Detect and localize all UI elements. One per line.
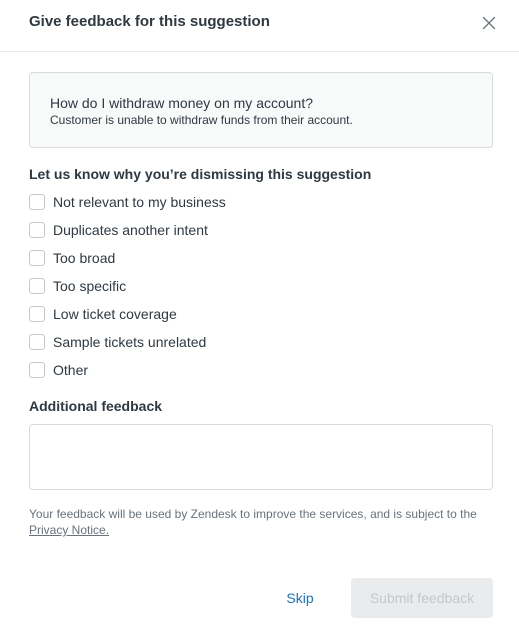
reason-option-duplicates-intent[interactable] [29, 221, 208, 239]
checkbox[interactable] [29, 194, 45, 210]
suggestion-card [29, 72, 493, 148]
privacy-disclaimer [29, 506, 499, 538]
reason-option-other[interactable] [29, 361, 88, 379]
close-icon [482, 16, 496, 30]
checkbox[interactable] [29, 334, 45, 350]
reason-label: Too broad [53, 249, 116, 266]
reason-option-not-relevant[interactable] [29, 193, 226, 211]
modal-header [0, 0, 519, 52]
reason-option-too-broad[interactable] [29, 249, 115, 267]
suggestion-title: How do I withdraw money on my account? [50, 95, 314, 111]
reason-label: Sample tickets unrelated [53, 333, 207, 350]
reason-label: Too specific [53, 277, 127, 294]
close-button[interactable] [478, 12, 500, 34]
checkbox[interactable] [29, 278, 45, 294]
additional-feedback-input[interactable] [29, 424, 493, 490]
reason-label: Low ticket coverage [53, 305, 177, 322]
reason-option-tickets-unrelated[interactable] [29, 333, 206, 351]
reason-option-low-coverage[interactable] [29, 305, 177, 323]
checkbox[interactable] [29, 362, 45, 378]
checkbox[interactable] [29, 306, 45, 322]
privacy-notice-link[interactable]: Privacy Notice. [29, 523, 110, 537]
modal-title: Give feedback for this suggestion [29, 13, 270, 30]
checkbox[interactable] [29, 222, 45, 238]
disclaimer-text: Your feedback will be used by Zendesk to improve the services, and is subject to the [29, 507, 477, 521]
suggestion-description: Customer is unable to withdraw funds from their account. [50, 113, 353, 127]
reason-label: Other [53, 361, 89, 378]
skip-button[interactable]: Skip [270, 578, 330, 618]
reason-label: Not relevant to my business [53, 193, 226, 210]
submit-feedback-button[interactable]: Submit feedback [351, 578, 493, 618]
checkbox[interactable] [29, 250, 45, 266]
additional-feedback-label: Additional feedback [29, 398, 163, 414]
reasons-heading: Let us know why you’re dismissing this suggestion [29, 166, 372, 182]
reason-option-too-specific[interactable] [29, 277, 126, 295]
reason-label: Duplicates another intent [53, 221, 208, 238]
